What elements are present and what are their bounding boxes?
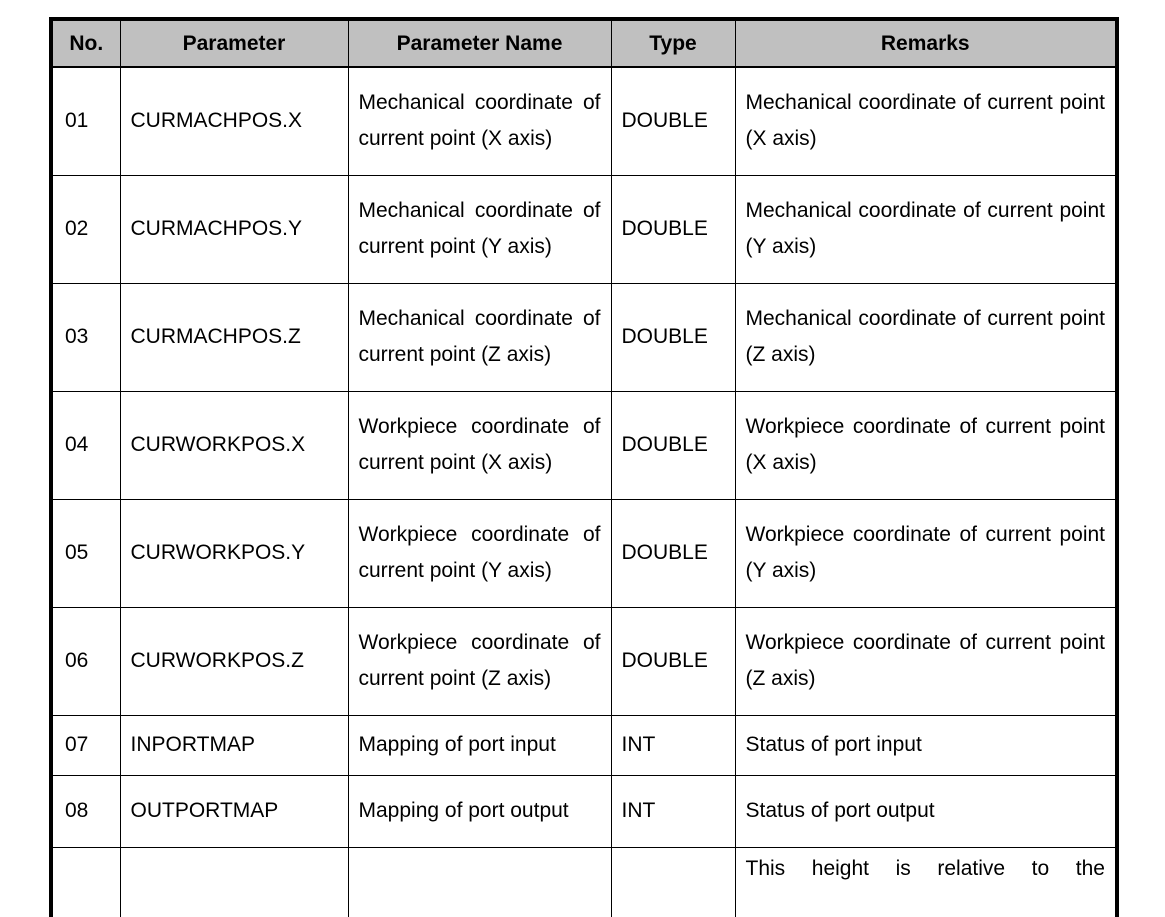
table-row: [53, 67, 1115, 175]
cell-remarks: This height is relative to the: [735, 847, 1115, 917]
cell-parameter-name: Mapping of port output: [348, 775, 611, 847]
header-type: Type: [611, 21, 735, 67]
cell-no: 03: [53, 283, 120, 391]
cell-no: 05: [53, 499, 120, 607]
cell-parameter: CURMACHPOS.X: [120, 67, 348, 175]
cell-parameter-name: Mapping of port input: [348, 715, 611, 775]
cell-parameter: CURMACHPOS.Y: [120, 175, 348, 283]
cell-parameter-name: Workpiece coordinate of current point (Z axis): [348, 607, 611, 715]
cell-remarks: Workpiece coordinate of current point (Z axis): [735, 607, 1115, 715]
cell-parameter-name: Mechanical coordinate of current point (X axis): [348, 67, 611, 175]
table-row: [53, 775, 1115, 847]
header-no: No.: [53, 21, 120, 67]
parameter-table-container: [49, 17, 1119, 917]
cell-no: 01: [53, 67, 120, 175]
table-row: [53, 607, 1115, 715]
cell-no: 02: [53, 175, 120, 283]
table-row: [53, 847, 1115, 917]
cell-parameter-name: Workpiece coordinate of current point (X axis): [348, 391, 611, 499]
cell-parameter: CURWORKPOS.Z: [120, 607, 348, 715]
cell-type: DOUBLE: [611, 607, 735, 715]
header-parameter-name: Parameter Name: [348, 21, 611, 67]
cell-no: 07: [53, 715, 120, 775]
cell-remarks: Mechanical coordinate of current point (Y axis): [735, 175, 1115, 283]
cell-type: DOUBLE: [611, 391, 735, 499]
cell-remarks: Mechanical coordinate of current point (Z axis): [735, 283, 1115, 391]
cell-parameter-name: Mechanical coordinate of current point (Z axis): [348, 283, 611, 391]
cell-no: [53, 847, 120, 917]
parameter-table: [53, 21, 1115, 917]
table-row: [53, 175, 1115, 283]
cell-type: DOUBLE: [611, 499, 735, 607]
header-parameter: Parameter: [120, 21, 348, 67]
cell-parameter-name: Mechanical coordinate of current point (Y axis): [348, 175, 611, 283]
cell-parameter: OUTPORTMAP: [120, 775, 348, 847]
table-header-row: [53, 21, 1115, 67]
cell-type: INT: [611, 715, 735, 775]
table-row: [53, 499, 1115, 607]
cell-remarks: Workpiece coordinate of current point (Y axis): [735, 499, 1115, 607]
cell-no: 06: [53, 607, 120, 715]
cell-remarks: Mechanical coordinate of current point (X axis): [735, 67, 1115, 175]
table-row: [53, 715, 1115, 775]
cell-type: INT: [611, 775, 735, 847]
cell-parameter: [120, 847, 348, 917]
table-row: [53, 391, 1115, 499]
cell-type: DOUBLE: [611, 175, 735, 283]
cell-parameter-name: [348, 847, 611, 917]
cell-remarks: Workpiece coordinate of current point (X axis): [735, 391, 1115, 499]
cell-type: DOUBLE: [611, 67, 735, 175]
cell-parameter: CURMACHPOS.Z: [120, 283, 348, 391]
cell-no: 04: [53, 391, 120, 499]
cell-type: DOUBLE: [611, 283, 735, 391]
cell-parameter: INPORTMAP: [120, 715, 348, 775]
cell-no: 08: [53, 775, 120, 847]
cell-remarks: Status of port input: [735, 715, 1115, 775]
table-row: [53, 283, 1115, 391]
cell-type: [611, 847, 735, 917]
cell-parameter: CURWORKPOS.Y: [120, 499, 348, 607]
cell-parameter: CURWORKPOS.X: [120, 391, 348, 499]
cell-parameter-name: Workpiece coordinate of current point (Y axis): [348, 499, 611, 607]
cell-remarks: Status of port output: [735, 775, 1115, 847]
header-remarks: Remarks: [735, 21, 1115, 67]
